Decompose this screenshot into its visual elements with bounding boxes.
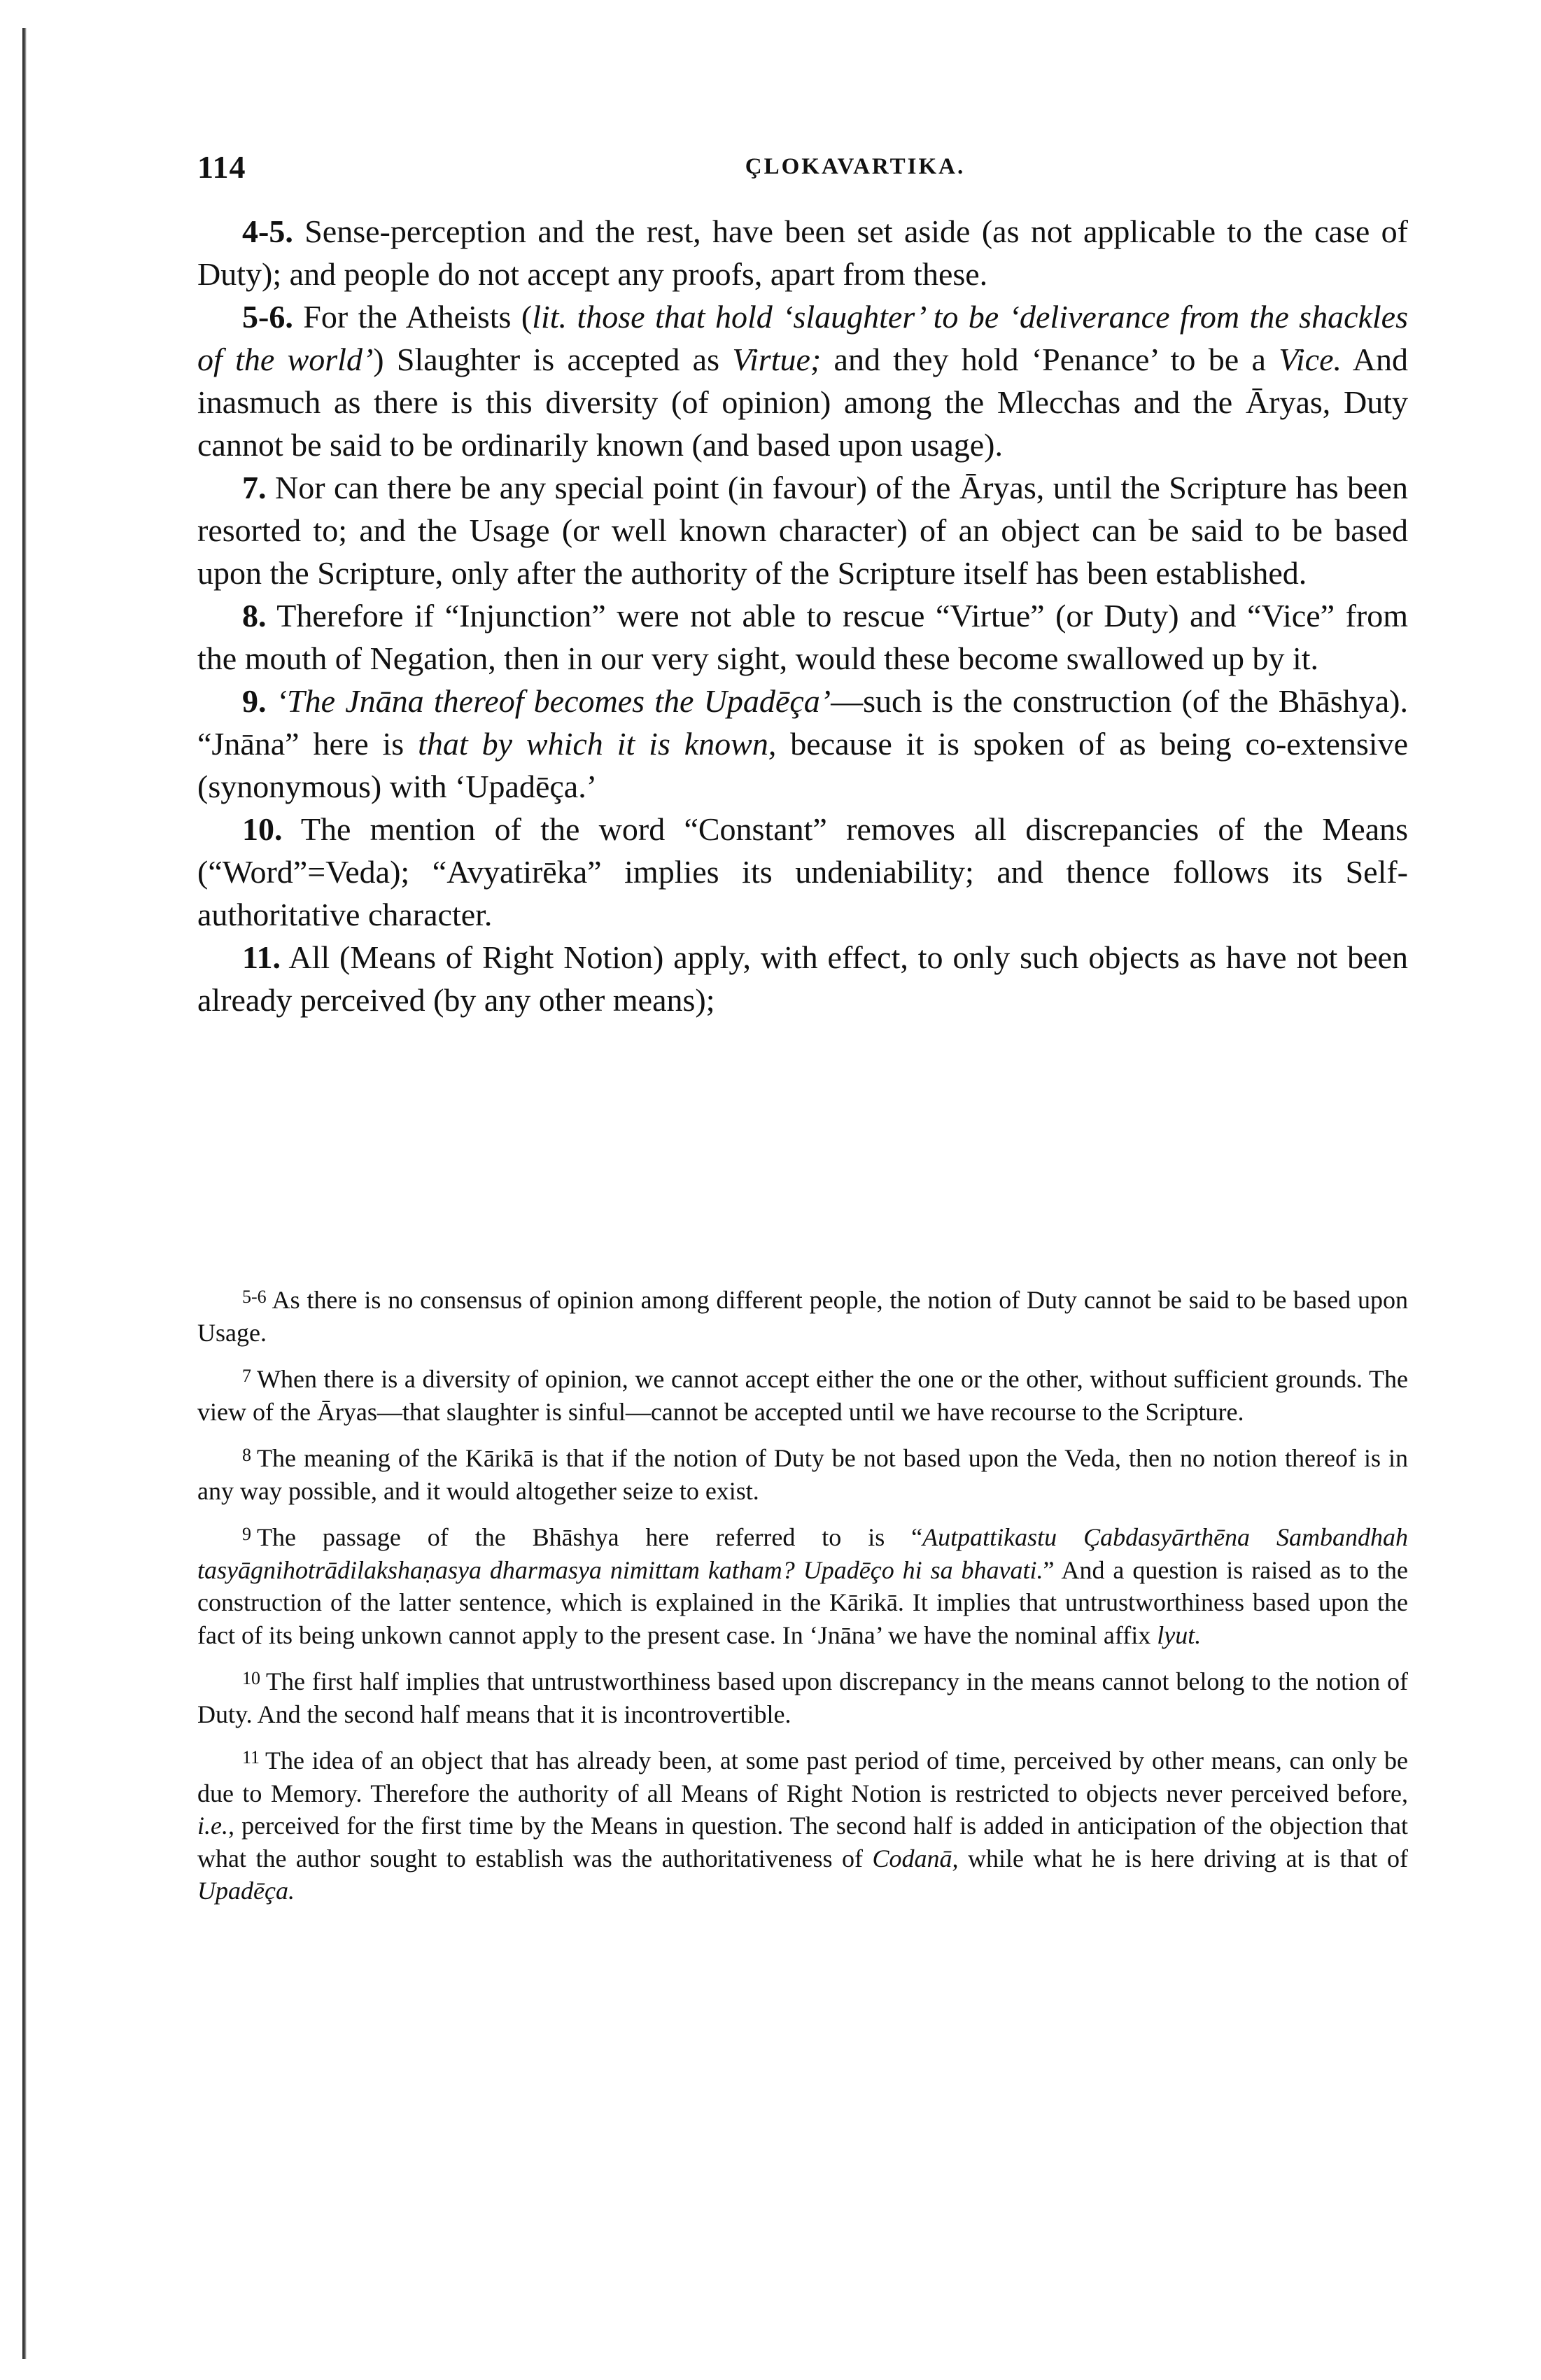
footnote-number: 5-6 [242,1287,267,1307]
footnote-text-italic: i.e., [197,1812,234,1840]
verse-number: 9. [242,683,267,719]
verse-text: —such is the construction (of the Bhāshya). “Jnāna” here is [197,683,1409,762]
running-title: ÇLOKAVARTIKA. [745,154,966,179]
footnote-7 [197,1360,1408,1428]
verse-text: For the Atheists ( [303,299,533,335]
scan-binding-edge [22,28,27,2359]
verse-number: 4-5. [242,214,293,249]
footnote-number: 7 [242,1366,251,1386]
footnote-text: The passage of the Bhāshya here referred to is “ [257,1523,923,1551]
footnote-number: 11 [242,1747,260,1768]
footnote-text-italic: Autpattikastu Çabdasyārthēna Sambandhah tasyāgnihotrādilakshaṇasya dharmasya nimittam katham? Upadēço hi sa bhavati. [197,1523,1408,1584]
verse-text-italic: Virtue; [732,342,822,377]
footnote-9 [197,1518,1408,1651]
footnote-10 [197,1662,1408,1730]
footnote-text-italic: Upadēça. [197,1877,295,1905]
verse-text: Sense-perception and the rest, have been set aside (as not applicable to the case of Duty); and people do not accept any proofs, apart from these. [197,214,1408,292]
verse-8 [197,594,1408,680]
verse-text: Therefore if “Injunction” were not able to rescue “Virtue” (or Duty) and “Vice” from the mouth of Negation, then in our very sight, would these become swallowed up by it. [197,598,1408,676]
footnote-number: 9 [242,1524,251,1544]
footnote-text: The idea of an object that has already been, at some past period of time, perceived by other means, can only be due to Memory. Therefore the authority of all Means of Right Notion is restricted to objects never perceived before, [197,1746,1408,1807]
verse-text: Nor can there be any special point (in favour) of the Āryas, until the Scripture has been resorted to; and the Usage (or well known character) of an object can be said to be based upon the Scripture, only after the authority of the Scripture itself has been established. [197,470,1409,591]
footnote-text: The meaning of the Kārikā is that if the notion of Duty be not based upon the Veda, then no notion thereof is in any way possible, and it would altogether seize to exist. [197,1444,1408,1505]
main-text [197,210,1408,1021]
verse-11 [197,936,1408,1021]
footnote-text: As there is no consensus of opinion among different people, the notion of Duty cannot be said to be based upon Usage. [197,1286,1408,1347]
footnotes [197,1281,1408,1919]
footnote-8 [197,1439,1408,1507]
verse-text-italic: Vice. [1279,342,1342,377]
verse-text: and they hold ‘Penance’ to be a [821,342,1279,377]
verse-text-italic: that by which it is known, [418,726,777,762]
verse-5-6 [197,295,1408,466]
verse-text: The mention of the word “Constant” removes all discrepancies of the Means (“Word”=Veda); “Avyatirēka” implies its undeniability; and thence follows its Self-authoritative character. [197,811,1409,932]
verse-number: 11. [242,939,281,975]
verse-number: 10. [242,811,283,847]
verse-text: because it is spoken of as being co-extensive (synonymous) with ‘Upadēça.’ [197,726,1408,804]
page-header [197,148,1401,190]
footnote-number: 10 [242,1668,260,1688]
footnote-text: When there is a diversity of opinion, we cannot accept either the one or the other, without sufficient grounds. The view of the Āryas—that slaughter is sinful—cannot be accepted until we have recourse to the Scripture. [197,1365,1408,1426]
footnote-text: perceived for the first time by the Means in question. The second half is added in anticipation of the objection that what the author sought to establish was the authoritativeness of [197,1812,1408,1872]
footnote-text-italic: Codanā, [872,1844,959,1872]
verse-text-italic: ‘The Jnāna thereof becomes the Upadēça’ [276,683,831,719]
verse-text: All (Means of Right Notion) apply, with effect, to only such objects as have not been already perceived (by any other means); [197,939,1408,1018]
footnote-number: 8 [242,1445,251,1465]
verse-4-5 [197,210,1408,295]
page-number: 114 [197,149,246,185]
verse-text: And inasmuch as there is this diversity (of opinion) among the Mlecchas and the Āryas, Duty cannot be said to be ordinarily known (and based upon usage). [197,342,1408,463]
footnote-5-6 [197,1281,1408,1349]
verse-number: 5-6. [242,299,293,335]
verse-7 [197,466,1408,594]
verse-number: 8. [242,598,267,634]
footnote-text: The first half implies that untrustworthiness based upon discrepancy in the means cannot belong to the notion of Duty. And the second half means that it is incontrovertible. [197,1667,1408,1728]
verse-9 [197,680,1408,808]
verse-10 [197,808,1408,936]
footnote-text-italic: lyut. [1157,1620,1202,1649]
verse-text-italic: lit. those that hold ‘slaughter’ to be ‘deliverance from the shackles of the world’ [197,299,1408,377]
footnote-text: ” And a question is raised as to the construction of the latter sentence, which is explained in the Kārikā. It implies that untrustworthiness based upon the fact of its being unkown cannot apply to the present case. In ‘Jnāna’ we have the nominal affix [197,1555,1408,1649]
footnote-11 [197,1742,1408,1907]
verse-number: 7. [242,470,267,505]
verse-text: ) Slaughter is accepted as [373,342,733,377]
footnote-text: while what he is here driving at is that of [958,1844,1408,1872]
